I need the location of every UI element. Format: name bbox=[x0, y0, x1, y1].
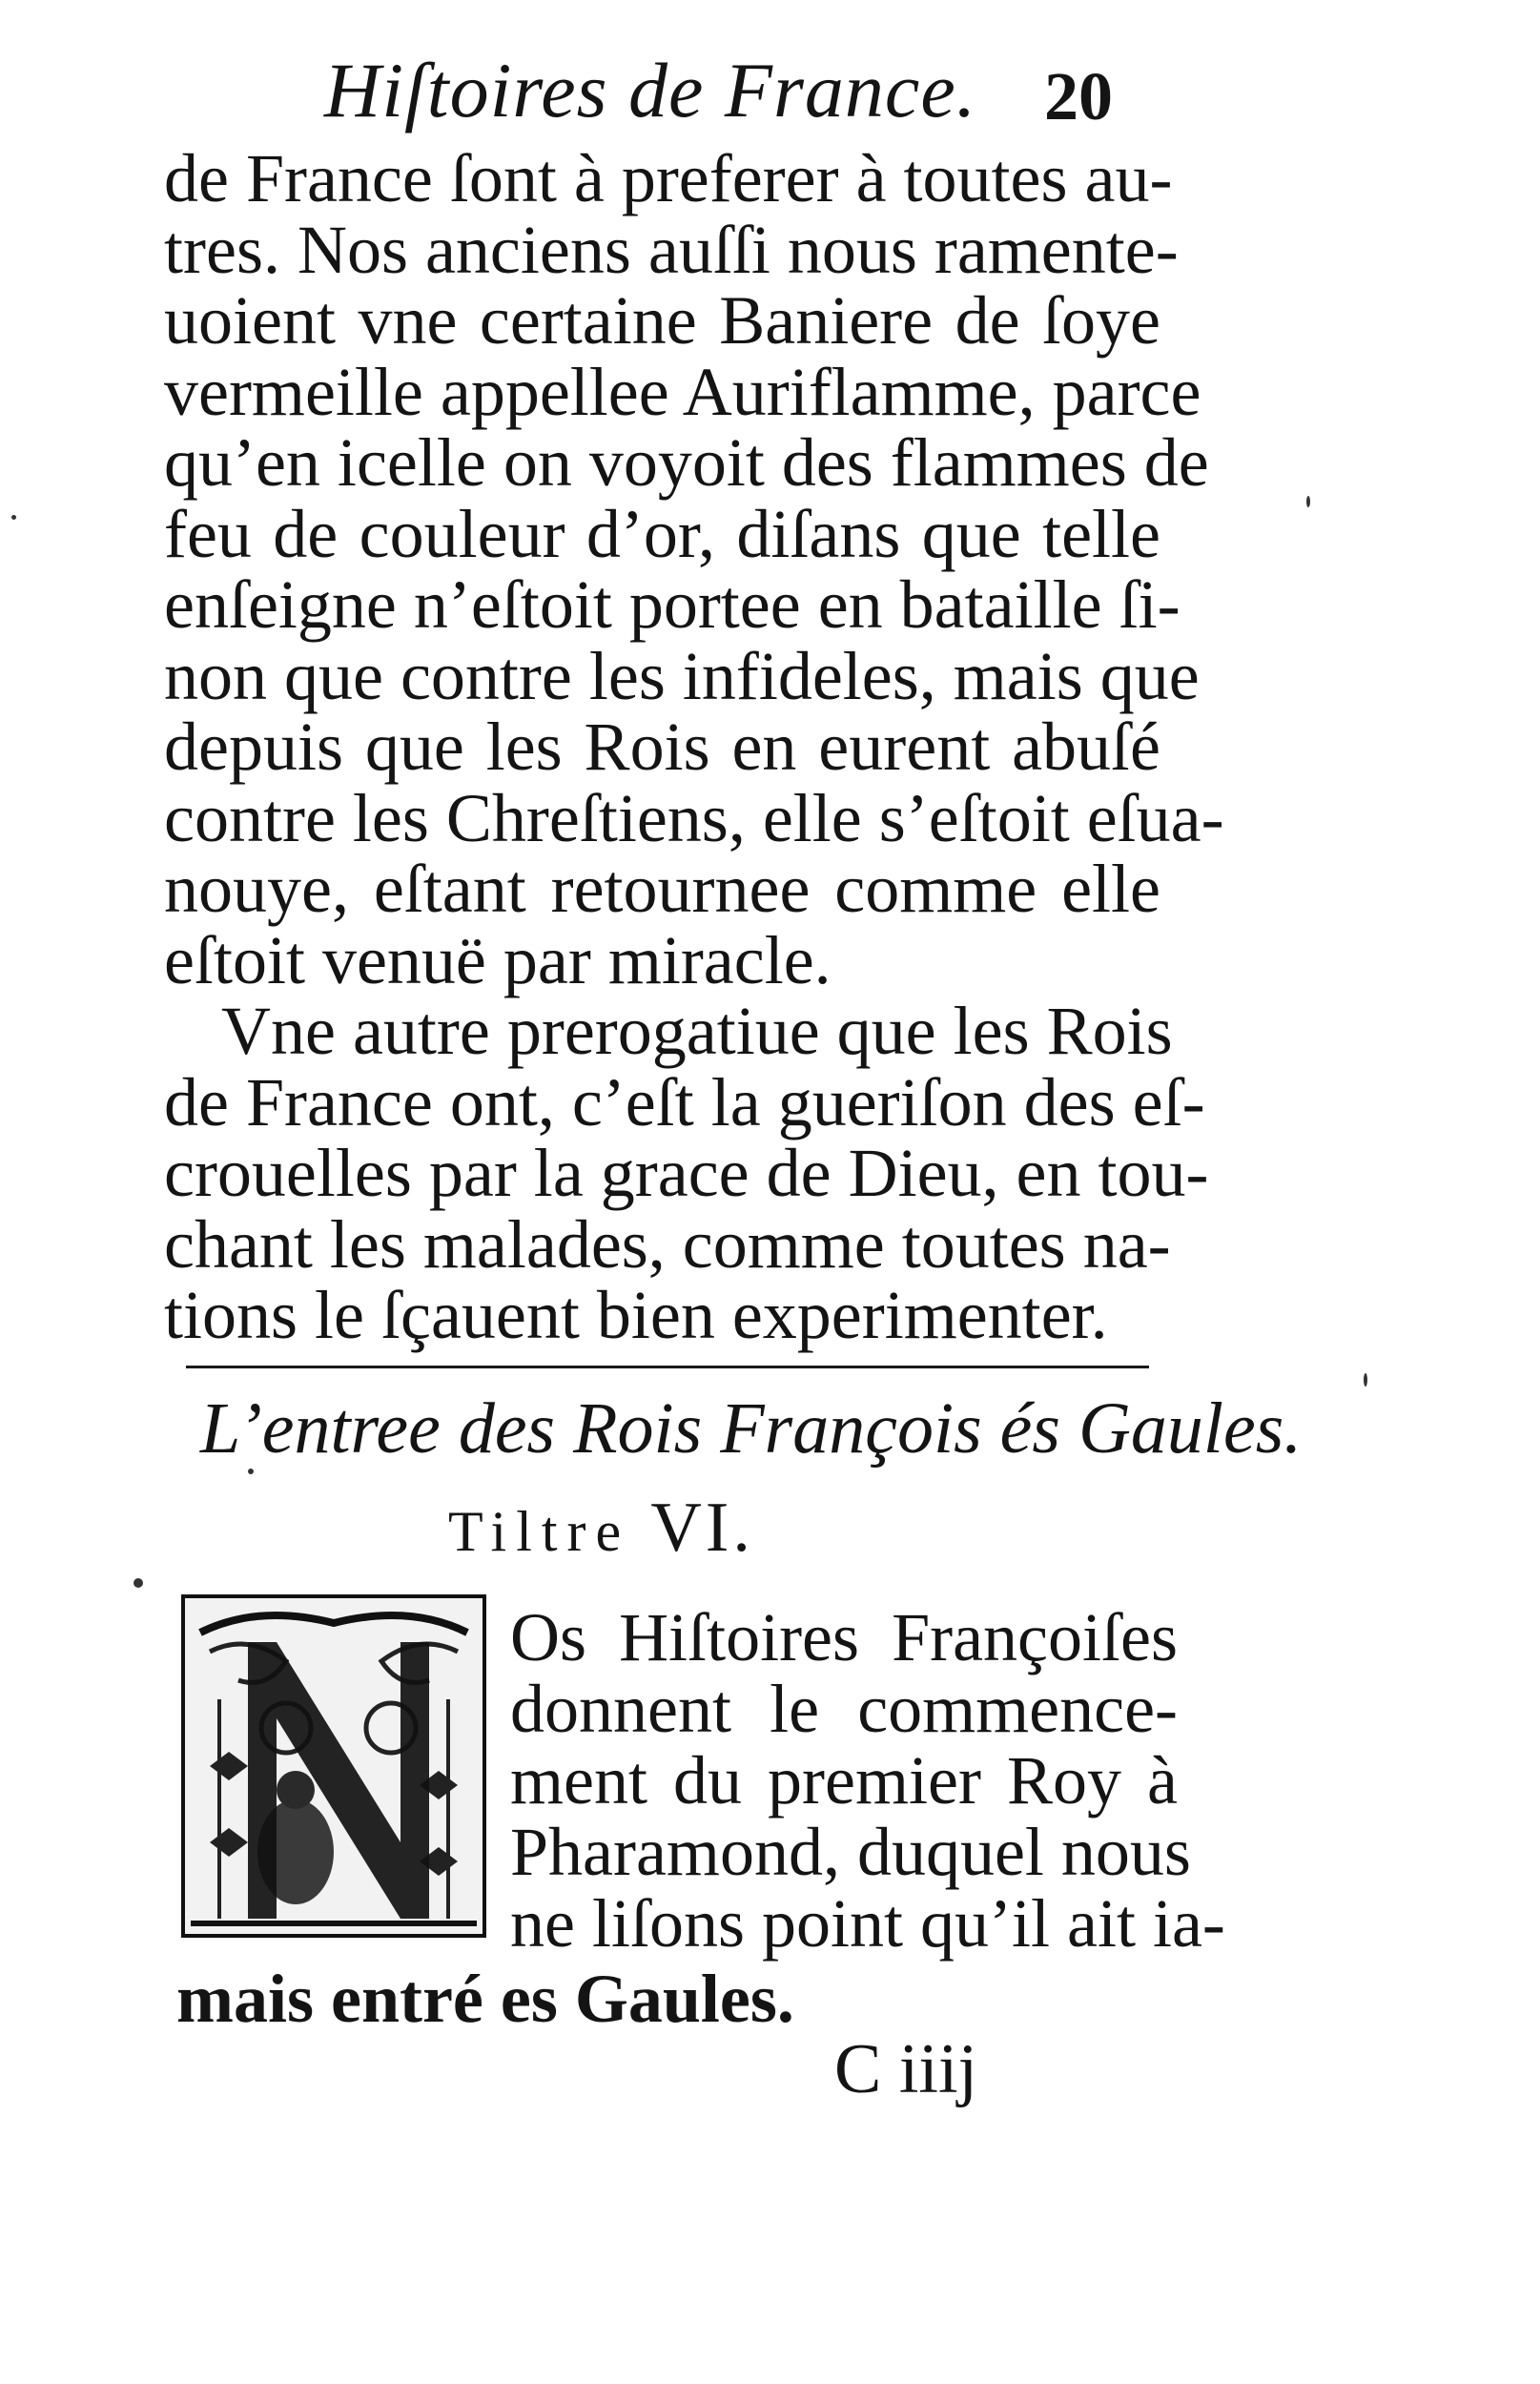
text-line: contre les Chreſtiens, elle s’eſtoit eſua- bbox=[164, 779, 1224, 856]
text-line: enſeigne n’eſtoit portee en bataille ſi- bbox=[164, 566, 1181, 643]
page-number: 20 bbox=[1044, 58, 1113, 134]
text-line: qu’en icelle on voyoit des flammes de bbox=[164, 424, 1209, 501]
signature-mark: C iiij bbox=[834, 2030, 978, 2108]
text-line: ne liſons point qu’il ait ia- bbox=[510, 1885, 1225, 1962]
text-line: donnent le commence- bbox=[510, 1671, 1178, 1747]
text-line: Os Hiſtoires Françoiſes bbox=[510, 1599, 1178, 1675]
section-divider bbox=[186, 1366, 1149, 1368]
text-line: vermeille appellee Auriflamme, parce bbox=[164, 353, 1201, 430]
text-line: crouelles par la grace de Dieu, en tou- bbox=[164, 1135, 1209, 1211]
text-line: tres. Nos anciens auſſi nous ramente- bbox=[164, 211, 1179, 288]
section-number bbox=[448, 1488, 754, 1569]
text-line: depuis que les Rois en eurent abuſé bbox=[164, 709, 1160, 785]
text-line: uoient vne certaine Baniere de ſoye bbox=[164, 282, 1160, 359]
text-line: tions le ſçauent bien experimenter. bbox=[164, 1277, 1108, 1353]
opening-paragraph bbox=[510, 1599, 1225, 1962]
text-line: de France ont, c’eſt la gueriſon des eſ- bbox=[164, 1063, 1205, 1141]
text-line: mais entré es Gaules. bbox=[176, 1961, 794, 2037]
section-title-word: Tiltre bbox=[448, 1500, 631, 1563]
ink-speck bbox=[11, 515, 16, 520]
section-title-number: VI. bbox=[650, 1489, 754, 1567]
running-title: Hiſtoires de France. bbox=[324, 47, 977, 134]
text-line: nouye, eſtant retournee comme elle bbox=[164, 851, 1160, 927]
text-line: feu de couleur d’or, diſans que telle bbox=[164, 495, 1160, 572]
text-line: non que contre les infideles, mais que bbox=[164, 637, 1200, 714]
text-line: de France ſont à preferer à toutes au- bbox=[164, 140, 1173, 216]
text-line: Vne autre prerogatiue que les Rois bbox=[221, 993, 1173, 1069]
ink-speck bbox=[1306, 496, 1310, 507]
text-line: ment du premier Roy à bbox=[510, 1742, 1178, 1819]
ink-speck bbox=[248, 1469, 254, 1474]
text-line: eſtoit venuë par miracle. bbox=[164, 921, 832, 998]
text-line: chant les malades, comme toutes na- bbox=[164, 1205, 1171, 1283]
text-line: Pharamond, duquel nous bbox=[510, 1814, 1191, 1890]
ink-speck bbox=[133, 1578, 143, 1588]
decorated-initial-n-icon bbox=[181, 1594, 486, 1938]
body-text bbox=[164, 140, 1224, 1353]
ink-speck bbox=[1364, 1373, 1367, 1387]
section-heading: L’entree des Rois François és Gaules. bbox=[200, 1388, 1303, 1469]
